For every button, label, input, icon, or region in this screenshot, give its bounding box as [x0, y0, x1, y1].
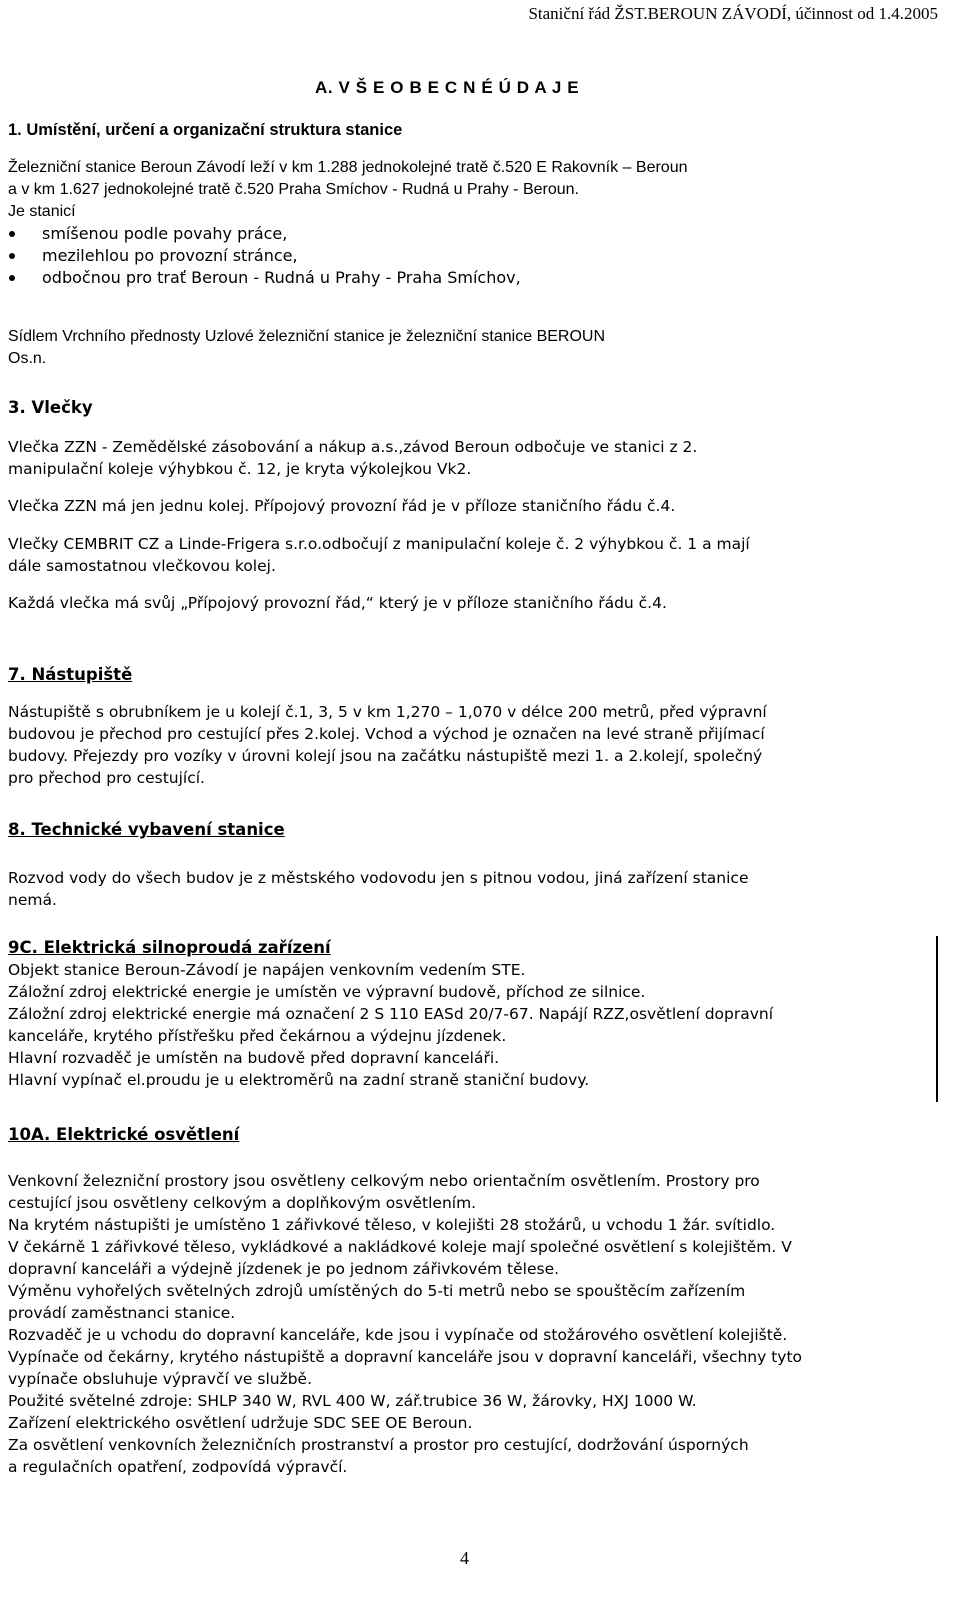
revision-bar — [936, 936, 938, 1102]
section-9c — [8, 937, 938, 1091]
section-7-body — [8, 701, 938, 789]
lighting-line: Použité světelné zdroje: SHLP 340 W, RVL 400 W, zář.trubice 36 W, žárovky, HXJ 1000 W. — [8, 1392, 697, 1410]
siding-paragraph-2 — [8, 495, 938, 517]
lighting-line: provádí zaměstnanci stanice. — [8, 1304, 236, 1322]
station-type-list — [8, 223, 938, 289]
bullet-icon — [9, 231, 15, 237]
section-3 — [8, 397, 938, 419]
section-10a-body — [8, 1170, 938, 1478]
lighting-line: Rozvaděč je u vchodu do dopravní kanceláře, kde jsou i vypínače od stožárového osvětlení kolejiště. — [8, 1326, 788, 1344]
lighting-line: a regulačních opatření, zodpovídá výpravčí. — [8, 1458, 348, 1476]
list-item: mezilehlou po provozní stránce, — [8, 245, 938, 267]
siding-line: Vlečka ZZN - Zemědělské zásobování a nákup a.s.,závod Beroun odbočuje ve stanici z 2. — [8, 438, 698, 456]
power-line: Hlavní vypínač el.proudu je u elektroměrů na zadní straně staniční budovy. — [8, 1071, 590, 1089]
section-10a-title: 10A. Elektrické osvětlení — [8, 1125, 240, 1144]
seat-line: Os.n. — [8, 350, 47, 367]
platform-line: Nástupiště s obrubníkem je u kolejí č.1, 3, 5 v km 1,270 – 1,070 v délce 200 metrů, před výpravní — [8, 703, 767, 721]
list-item: smíšenou podle povahy práce, — [8, 223, 938, 245]
power-line: Záložní zdroj elektrické energie je umístěn ve výpravní budově, příchod ze silnice. — [8, 983, 646, 1001]
siding-paragraph-1 — [8, 436, 938, 480]
section-1-line: Je stanicí — [8, 203, 76, 220]
section-1-body — [8, 157, 938, 223]
section-10a — [8, 1124, 938, 1146]
bullet-icon — [9, 253, 15, 259]
equipment-line: nemá. — [8, 891, 57, 909]
section-9c-title: 9C. Elektrická silnoproudá zařízení — [8, 938, 331, 957]
siding-line: Každá vlečka má svůj „Přípojový provozní řád,“ který je v příloze staničního řádu č.4. — [8, 594, 667, 612]
lighting-line: Vypínače od čekárny, krytého nástupiště a dopravní kanceláře jsou v dopravní kanceláři, všechny tyto — [8, 1348, 803, 1366]
siding-line: manipulační koleje výhybkou č. 12, je kryta výkolejkou Vk2. — [8, 460, 472, 478]
running-header: Staniční řád ŽST.BEROUN ZÁVODÍ, účinnost od 1.4.2005 — [528, 4, 938, 23]
lighting-line: Na krytém nástupišti je umístěno 1 zářivkové těleso, v kolejišti 28 stožárů, u vchodu 1 žár. svítidlo. — [8, 1216, 776, 1234]
lighting-line: Zařízení elektrického osvětlení udržuje SDC SEE OE Beroun. — [8, 1414, 473, 1432]
section-8-body — [8, 867, 938, 911]
siding-line: Vlečka ZZN má jen jednu kolej. Přípojový provozní řád je v příloze staničního řádu č.4. — [8, 497, 676, 515]
page-number: 4 — [460, 1548, 469, 1568]
section-1-line: Železniční stanice Beroun Závodí leží v km 1.288 jednokolejné tratě č.520 E Rakovník – Beroun — [8, 159, 688, 176]
siding-paragraph-3 — [8, 533, 938, 577]
siding-paragraph-4 — [8, 592, 938, 614]
power-line: Objekt stanice Beroun-Závodí je napájen venkovním vedením STE. — [8, 961, 526, 979]
part-title: A. V Š E O B E C N É Ú D A J E — [315, 78, 580, 97]
lighting-line: V čekárně 1 zářivkové těleso, vykládkové a nakládkové koleje mají společné osvětlení s kolejištěm. V — [8, 1238, 792, 1256]
lighting-line: cestující jsou osvětleny celkovým a doplňkovým osvětlením. — [8, 1194, 477, 1212]
power-line: kanceláře, krytého přístřešku před čekárnou a výdejnu jízdenek. — [8, 1027, 507, 1045]
section-8 — [8, 819, 938, 841]
section-7 — [8, 664, 938, 686]
equipment-line: Rozvod vody do všech budov je z městského vodovodu jen s pitnou vodou, jiná zařízení stanice — [8, 869, 749, 887]
seat-paragraph — [8, 326, 938, 370]
bullet-icon — [9, 275, 15, 281]
power-line: Hlavní rozvaděč je umístěn na budově před dopravní kanceláři. — [8, 1049, 500, 1067]
power-line: Záložní zdroj elektrické energie má označení 2 S 110 EASd 20/7-67. Napájí RZZ,osvětlení dopravní — [8, 1005, 774, 1023]
lighting-line: Venkovní železniční prostory jsou osvětleny celkovým nebo orientačním osvětlením. Prostory pro — [8, 1172, 760, 1190]
siding-line: Vlečky CEMBRIT CZ a Linde-Frigera s.r.o.odbočují z manipulační koleje č. 2 výhybkou č. 1 a mají — [8, 535, 750, 553]
lighting-line: Výměnu vyhořelých světelných zdrojů umístěných do 5-ti metrů nebo se spouštěcím zařízením — [8, 1282, 746, 1300]
list-item: odbočnou pro trať Beroun - Rudná u Prahy - Praha Smíchov, — [8, 267, 938, 289]
section-1-line: a v km 1.627 jednokolejné tratě č.520 Praha Smíchov - Rudná u Prahy - Beroun. — [8, 181, 579, 198]
platform-line: budovou je přechod pro cestující přes 2.kolej. Vchod a východ je označen na levé straně přijímací — [8, 725, 765, 743]
section-8-title: 8. Technické vybavení stanice — [8, 820, 285, 839]
lighting-line: dopravní kanceláři a výdejně jízdenek je po jednom zářivkovém tělese. — [8, 1260, 560, 1278]
section-7-title: 7. Nástupiště — [8, 665, 133, 684]
section-1 — [8, 119, 938, 141]
platform-line: pro přechod pro cestující. — [8, 769, 205, 787]
seat-line: Sídlem Vrchního přednosty Uzlové železniční stanice je železniční stanice BEROUN — [8, 328, 606, 345]
lighting-line: vypínače obsluhuje výpravčí ve službě. — [8, 1370, 313, 1388]
lighting-line: Za osvětlení venkovních železničních prostranství a prostor pro cestující, dodržování úsporných — [8, 1436, 749, 1454]
siding-line: dále samostatnou vlečkovou kolej. — [8, 557, 276, 575]
platform-line: budovy. Přejezdy pro vozíky v úrovni kolejí jsou na začátku nástupiště mezi 1. a 2.kolejí, společný — [8, 747, 763, 765]
section-1-title: 1. Umístění, určení a organizační struktura stanice — [8, 121, 403, 139]
section-3-title: 3. Vlečky — [8, 398, 93, 417]
